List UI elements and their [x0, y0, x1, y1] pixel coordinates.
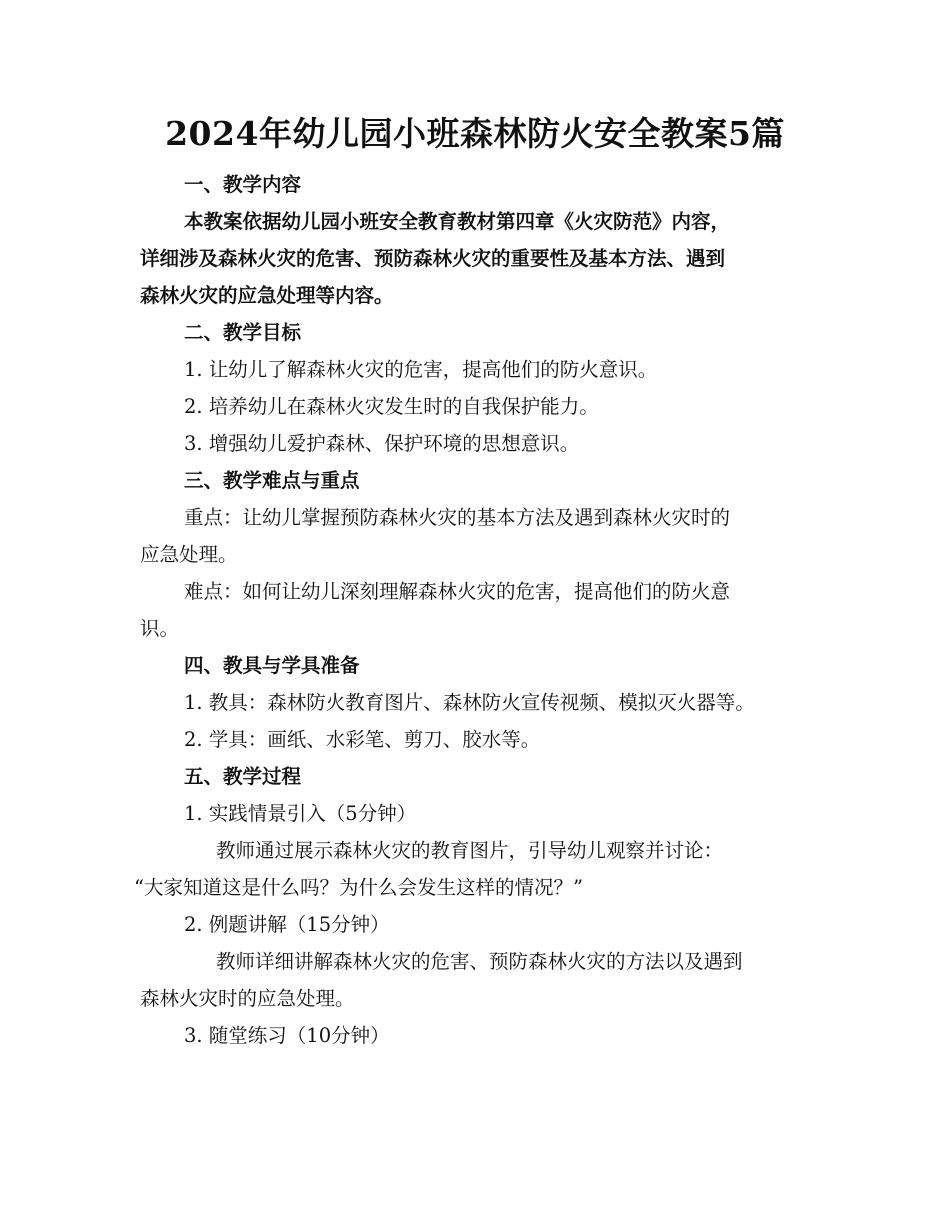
paragraph-line: 重点：让幼儿掌握预防森林火灾的基本方法及遇到森林火灾时的 — [184, 506, 731, 529]
paragraph-line: 识。 — [140, 617, 180, 640]
paragraph-line: 难点：如何让幼儿深刻理解森林火灾的危害，提高他们的防火意 — [184, 580, 731, 603]
section-heading-process: 五、教学过程 — [184, 765, 302, 788]
list-item: 2. 例题讲解（15分钟） — [184, 913, 390, 936]
paragraph-line: 森林火灾的应急处理等内容。 — [140, 284, 394, 307]
list-item: 1. 让幼儿了解森林火灾的危害，提高他们的防火意识。 — [184, 358, 658, 381]
list-item: 3. 随堂练习（10分钟） — [184, 1024, 390, 1047]
list-item: 3. 增强幼儿爱护森林、保护环境的思想意识。 — [184, 432, 580, 455]
paragraph-line: 应急处理。 — [140, 543, 238, 566]
paragraph-line: 详细涉及森林火灾的危害、预防森林火灾的重要性及基本方法、遇到 — [140, 247, 726, 270]
paragraph-line: 教师通过展示森林火灾的教育图片，引导幼儿观察并讨论： — [216, 839, 724, 862]
section-heading-materials: 四、教具与学具准备 — [184, 654, 360, 677]
list-item: 1. 实践情景引入（5分钟） — [184, 802, 417, 825]
list-item: 1. 教具：森林防火教育图片、森林防火宣传视频、模拟灭火器等。 — [184, 691, 755, 714]
list-item: 2. 学具：画纸、水彩笔、剪刀、胶水等。 — [184, 728, 541, 751]
section-heading-difficulties: 三、教学难点与重点 — [184, 469, 360, 492]
section-heading-content: 一、教学内容 — [184, 173, 302, 196]
paragraph-line: “大家知道这是什么吗？为什么会发生这样的情况？” — [134, 876, 583, 899]
list-item: 2. 培养幼儿在森林火灾发生时的自我保护能力。 — [184, 395, 599, 418]
paragraph-line: 本教案依据幼儿园小班安全教育教材第四章《火灾防范》内容， — [184, 210, 731, 233]
section-heading-goals: 二、教学目标 — [184, 321, 302, 344]
document-title: 2024年幼儿园小班森林防火安全教案5篇 — [165, 114, 785, 153]
paragraph-line: 森林火灾时的应急处理。 — [140, 987, 355, 1010]
paragraph-line: 教师详细讲解森林火灾的危害、预防森林火灾的方法以及遇到 — [216, 950, 743, 973]
